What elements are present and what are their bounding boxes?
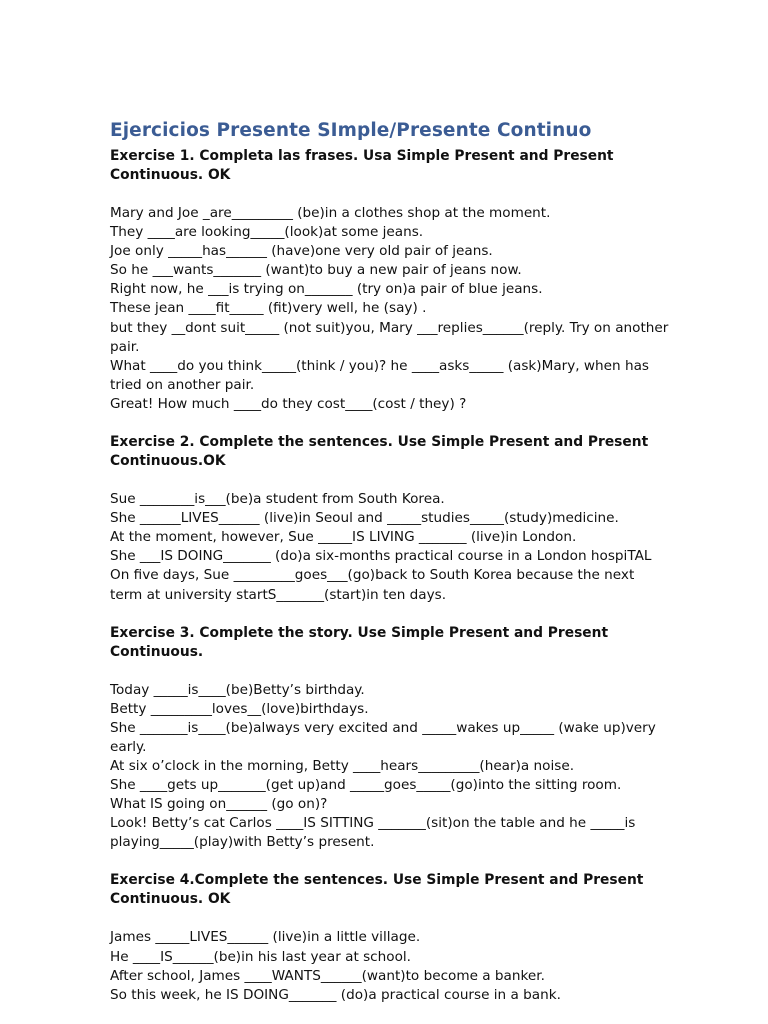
exercise-line: Look! Betty’s cat Carlos ____IS SITTING _______(sit)on the table and he _____is playing_____(play)with Betty’s present. xyxy=(110,815,640,851)
exercise-1-heading: Exercise 1. Completa las frases. Usa Simple Present and Present Continuous. OK xyxy=(110,148,614,183)
exercise-1 xyxy=(110,147,673,414)
exercise-line: What ____do you think_____(think / you)? he ____asks_____ (ask)Mary, when has tried on another pair. xyxy=(110,357,654,393)
exercise-line: James _____LIVES______ (live)in a little village. xyxy=(110,929,421,946)
exercise-line: Sue ________is___(be)a student from South Korea. xyxy=(110,491,445,508)
exercise-2-lines xyxy=(110,490,670,605)
exercise-line: They ____are looking_____(look)at some jeans. xyxy=(110,224,424,241)
exercise-line: but they __dont suit_____ (not suit)you, Mary ___replies______(reply. Try on another pair. xyxy=(110,319,673,355)
exercise-line: Right now, he ___is trying on_______ (try on)a pair of blue jeans. xyxy=(110,281,543,298)
document-title: Ejercicios Presente SImple/Presente Continuo xyxy=(110,120,592,141)
exercise-line: She ______LIVES______ (live)in Seoul and _____studies_____(study)medicine. xyxy=(110,510,619,527)
exercise-line: She ____gets up_______(get up)and _____goes_____(go)into the sitting room. xyxy=(110,777,622,794)
exercise-line: What IS going on______ (go on)? xyxy=(110,796,328,813)
exercise-line: At six o’clock in the morning, Betty ____hears_________(hear)a noise. xyxy=(110,757,575,774)
exercise-3-heading: Exercise 3. Complete the story. Use Simple Present and Present Continuous. xyxy=(110,624,609,660)
exercise-line: Today _____is____(be)Betty’s birthday. xyxy=(110,681,365,698)
exercise-line: He ____IS______(be)in his last year at school. xyxy=(110,948,411,965)
exercise-line: Betty _________loves__(love)birthdays. xyxy=(110,700,369,717)
exercise-4-heading: Exercise 4.Complete the sentences. Use Simple Present and Present Continuous. OK xyxy=(110,872,644,908)
exercise-line: She _______is____(be)always very excited and _____wakes up_____ (wake up)very early. xyxy=(110,719,661,755)
exercise-2-heading: Exercise 2. Complete the sentences. Use Simple Present and Present Continuous.OK xyxy=(110,434,649,470)
exercise-line: Mary and Joe _are_________ (be)in a clothes shop at the moment. xyxy=(110,205,551,221)
exercise-line: After school, James ____WANTS______(want)to become a banker. xyxy=(110,967,545,984)
exercise-line: She ___IS DOING_______ (do)a six-months practical course in a London hospiTAL On five days, Sue _________goes___(go)back to South Korea because the next term at university startS_______(start)in ten days. xyxy=(110,548,656,603)
exercise-4 xyxy=(110,871,670,1004)
exercise-1-lines xyxy=(110,204,673,414)
exercise-2 xyxy=(110,433,670,605)
exercise-line: So this week, he IS DOING_______ (do)a practical course in a bank. xyxy=(110,986,561,1003)
exercise-line: Joe only _____has______ (have)one very old pair of jeans. xyxy=(110,243,493,260)
exercise-line: These jean ____fit_____ (fit)very well, he (say) . xyxy=(110,300,427,317)
exercise-3 xyxy=(110,624,670,853)
exercise-line: At the moment, however, Sue _____IS LIVING _______ (live)in London. xyxy=(110,529,577,546)
exercise-3-lines xyxy=(110,681,670,853)
exercise-line: Great! How much ____do they cost____(cost / they) ? xyxy=(110,395,467,412)
exercise-line: So he ___wants_______ (want)to buy a new pair of jeans now. xyxy=(110,262,522,279)
exercise-4-lines xyxy=(110,928,670,1004)
worksheet-page xyxy=(110,120,673,1024)
